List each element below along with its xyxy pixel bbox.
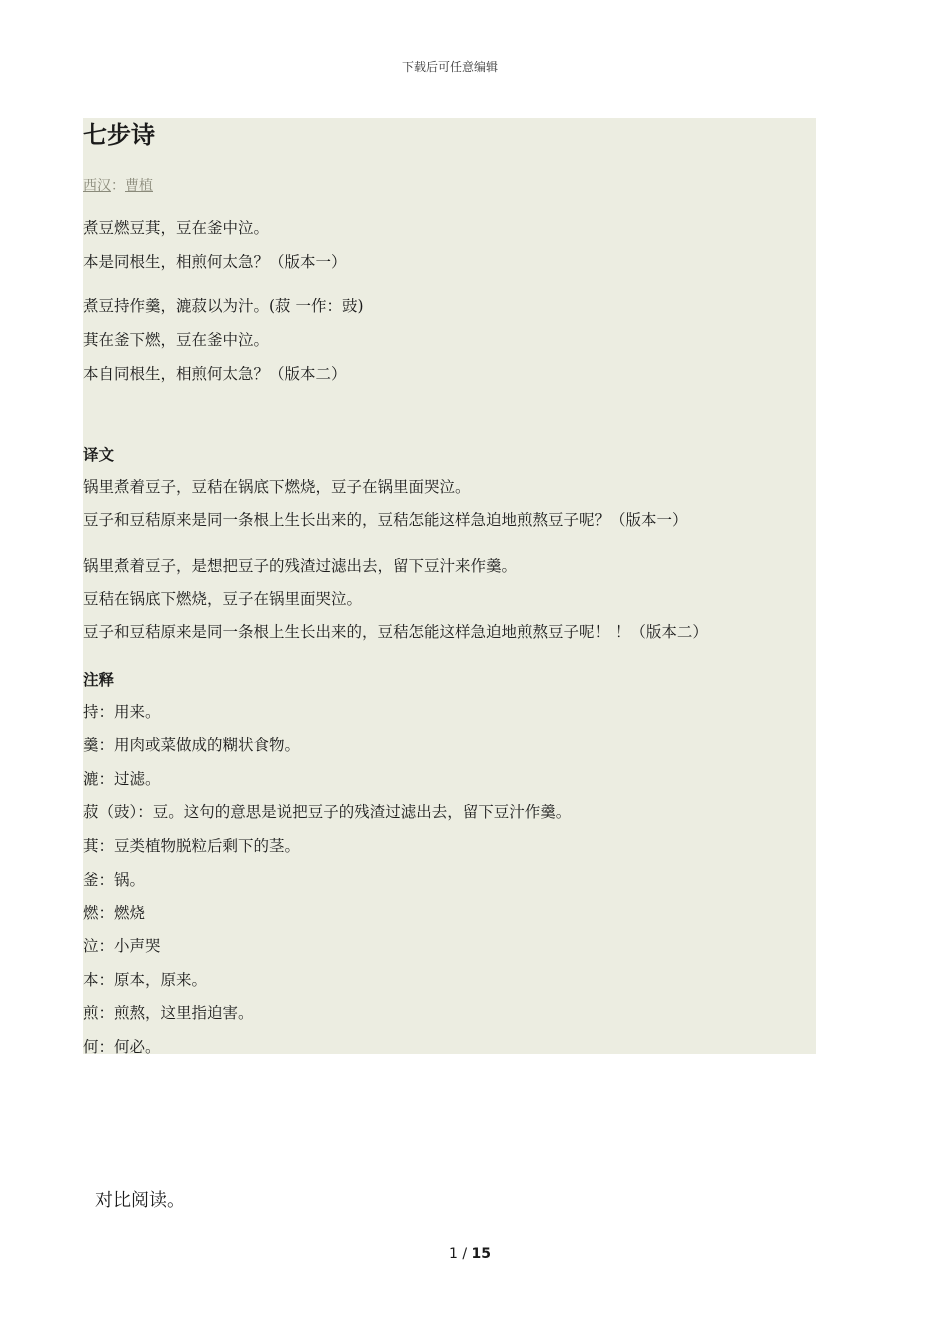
poem-line: 萁在釜下燃，豆在釜中泣。 [83,331,270,349]
poem-line: 煮豆燃豆萁，豆在釜中泣。 [83,219,270,237]
note-line: 泣：小声哭 [83,937,161,955]
notes-heading: 注释 [83,671,115,689]
note-line: 持：用来。 [83,703,161,721]
poem-line: 煮豆持作羹，漉菽以为汁。(菽 一作：豉) [83,297,364,315]
translation-line: 锅里煮着豆子，是想把豆子的残渣过滤出去，留下豆汁来作羹。 [83,557,518,575]
translation-heading: 译文 [83,446,115,464]
note-line: 菽（豉）：豆。这句的意思是说把豆子的残渣过滤出去，留下豆汁作羹。 [83,803,572,821]
note-line: 萁：豆类植物脱粒后剩下的茎。 [83,837,301,855]
poem-title: 七步诗 [83,121,155,149]
comparison-reading-heading: 对比阅读。 [95,1190,185,1211]
author-link[interactable]: 曹植 [125,178,153,194]
page-number [0,1246,940,1262]
poem-byline [83,175,153,195]
translation-line: 豆秸在锅底下燃烧，豆子在锅里面哭泣。 [83,590,363,608]
note-line: 燃：燃烧 [83,904,146,922]
translation-line: 豆子和豆秸原来是同一条根上生长出来的，豆秸怎能这样急迫地煎熬豆子呢？（版本一） [83,511,688,529]
note-line: 本：原本，原来。 [83,971,208,989]
poem-line: 本是同根生，相煎何太急？（版本一） [83,253,347,271]
note-line: 煎：煎熬，这里指迫害。 [83,1004,254,1022]
note-line: 何：何必。 [83,1038,161,1056]
page-header-note: 下载后可任意编辑 [401,60,498,74]
current-page: 1 [448,1246,458,1262]
dynasty-link[interactable]: 西汉 [83,178,111,194]
note-line: 羹：用肉或菜做成的糊状食物。 [83,736,301,754]
byline-separator: ： [111,178,125,194]
note-line: 漉：过滤。 [83,770,161,788]
total-pages: 15 [471,1246,492,1262]
page-separator: / [457,1246,472,1262]
translation-line: 锅里煮着豆子，豆秸在锅底下燃烧，豆子在锅里面哭泣。 [83,478,471,496]
note-line: 釜：锅。 [83,871,146,889]
translation-line: 豆子和豆秸原来是同一条根上生长出来的，豆秸怎能这样急迫地煎熬豆子呢！ ！（版本二） [83,623,708,641]
poem-line: 本自同根生，相煎何太急？（版本二） [83,365,347,383]
